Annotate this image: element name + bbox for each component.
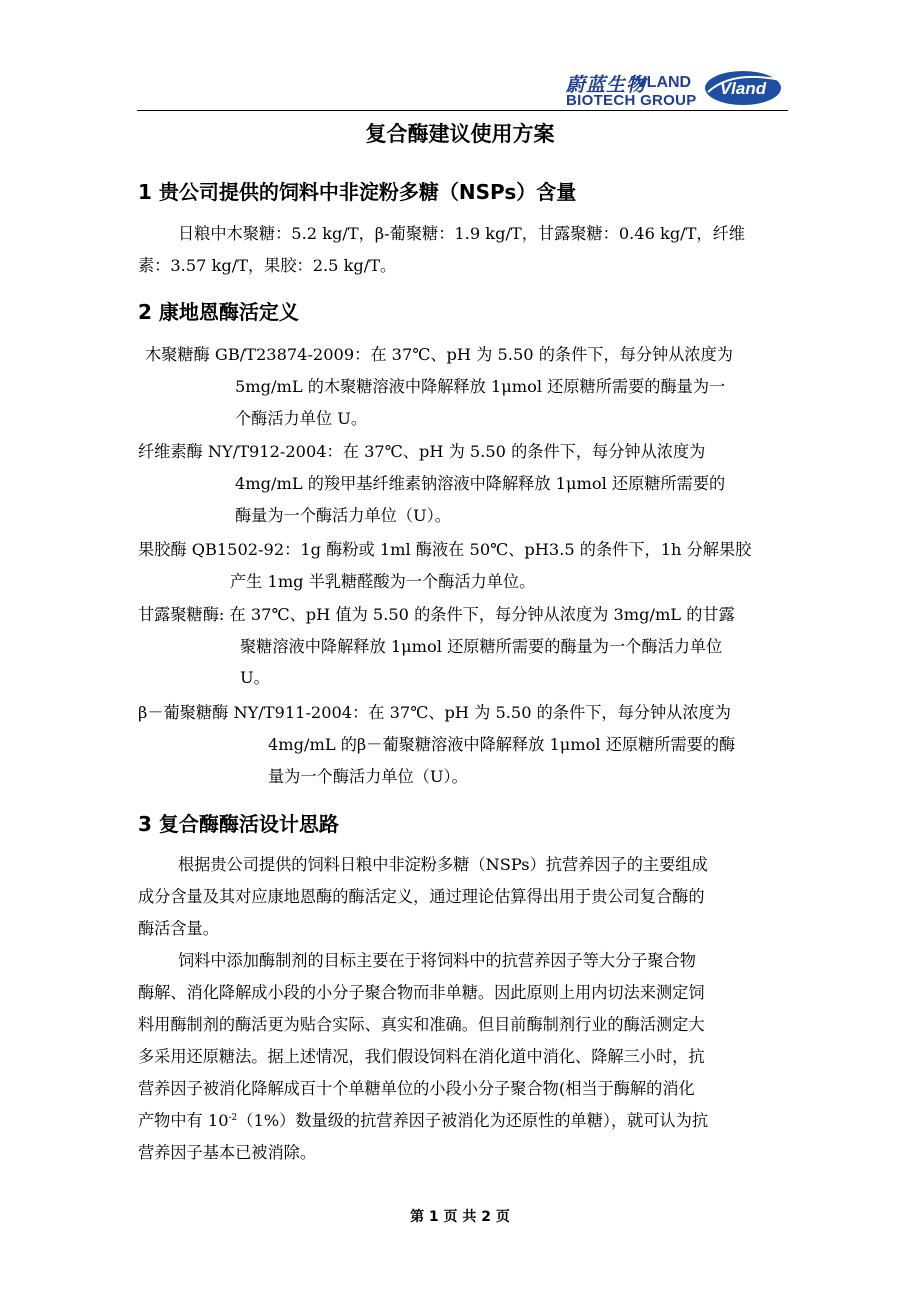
logo-wordmark: Vland xyxy=(719,79,767,98)
definition-line: 个酶活力单位 U。 xyxy=(235,409,368,428)
definition-line: 量为一个酶活力单位（U）。 xyxy=(268,767,468,786)
body-line: 酶解、消化降解成小段的小分子聚合物而非单糖。因此原则上用内切法来测定饲 xyxy=(138,983,705,1002)
section-2-heading: 2 康地恩酶活定义 xyxy=(138,300,299,324)
definition-line: 酶量为一个酶活力单位（U）。 xyxy=(235,506,451,525)
definition-line: 甘露聚糖酶: 在 37℃、pH 值为 5.50 的条件下，每分钟从浓度为 3mg/mL 的甘露 xyxy=(138,605,735,624)
definition-line: 聚糖溶液中降解释放 1μmol 还原糖所需要的酶量为一个酶活力单位 xyxy=(240,637,723,656)
body-line xyxy=(138,1111,708,1131)
body-line: 酶活含量。 xyxy=(138,919,219,938)
body-line: 料用酶制剂的酶活更为贴合实际、真实和准确。但目前酶制剂行业的酶活测定大 xyxy=(138,1015,705,1034)
body-line: 营养因子基本已被消除。 xyxy=(138,1143,317,1162)
body-line: 成分含量及其对应康地恩酶的酶活定义，通过理论估算得出用于贵公司复合酶的 xyxy=(138,887,705,906)
body-line: 营养因子被消化降解成百十个单糖单位的小段小分子聚合物(相当于酶解的消化 xyxy=(138,1079,695,1098)
definition-line: 4mg/mL 的羧甲基纤维素钠溶液中降解释放 1μmol 还原糖所需要的 xyxy=(235,474,726,493)
body-line: 日粮中木聚糖：5.2 kg/T，β-葡聚糖：1.9 kg/T，甘露聚糖：0.46 kg/T，纤维 xyxy=(178,224,745,243)
definition-line: 5mg/mL 的木聚糖溶液中降解释放 1μmol 还原糖所需要的酶量为一 xyxy=(235,377,726,396)
definition-line: 4mg/mL 的β－葡聚糖溶液中降解释放 1μmol 还原糖所需要的酶 xyxy=(268,735,736,754)
definition-line: 纤维素酶 NY/T912-2004：在 37℃、pH 为 5.50 的条件下，每分钟从浓度为 xyxy=(138,442,706,461)
brand-group-name: BIOTECH GROUP xyxy=(566,92,697,109)
brand-name-cn: 蔚蓝生物 xyxy=(566,74,647,96)
header-divider xyxy=(137,110,788,111)
section-1-heading: 1 贵公司提供的饲料中非淀粉多糖（NSPs）含量 xyxy=(138,180,577,204)
definition-line: 果胶酶 QB1502-92：1g 酶粉或 1ml 酶液在 50℃、pH3.5 的条件下，1h 分解果胶 xyxy=(138,540,752,559)
document-title: 复合酶建议使用方案 xyxy=(365,122,555,146)
body-line: 根据贵公司提供的饲料日粮中非淀粉多糖（NSPs）抗营养因子的主要组成 xyxy=(178,855,708,874)
section-3-heading: 3 复合酶酶活设计思路 xyxy=(138,812,339,836)
definition-line: β－葡聚糖酶 NY/T911-2004：在 37℃、pH 为 5.50 的条件下，每分钟从浓度为 xyxy=(138,703,731,722)
body-text: 产物中有 10 xyxy=(138,1111,229,1130)
page-footer: 第 1 页 共 2 页 xyxy=(410,1209,510,1225)
body-text: （1%）数量级的抗营养因子被消化为还原性的单糖），就可认为抗 xyxy=(237,1111,709,1130)
brand-name-en: VLAND xyxy=(636,74,692,91)
vland-logo xyxy=(702,64,784,110)
exponent: -2 xyxy=(228,1113,238,1123)
body-line: 多采用还原糖法。据上述情况，我们假设饲料在消化道中消化、降解三小时，抗 xyxy=(138,1047,705,1066)
definition-line: U。 xyxy=(240,668,270,687)
definition-line: 产生 1mg 半乳糖醛酸为一个酶活力单位。 xyxy=(230,572,536,591)
body-line: 素：3.57 kg/T，果胶：2.5 kg/T。 xyxy=(138,256,397,275)
definition-line: 木聚糖酶 GB/T23874-2009：在 37℃、pH 为 5.50 的条件下，每分钟从浓度为 xyxy=(145,345,733,364)
body-line: 饲料中添加酶制剂的目标主要在于将饲料中的抗营养因子等大分子聚合物 xyxy=(178,951,696,970)
